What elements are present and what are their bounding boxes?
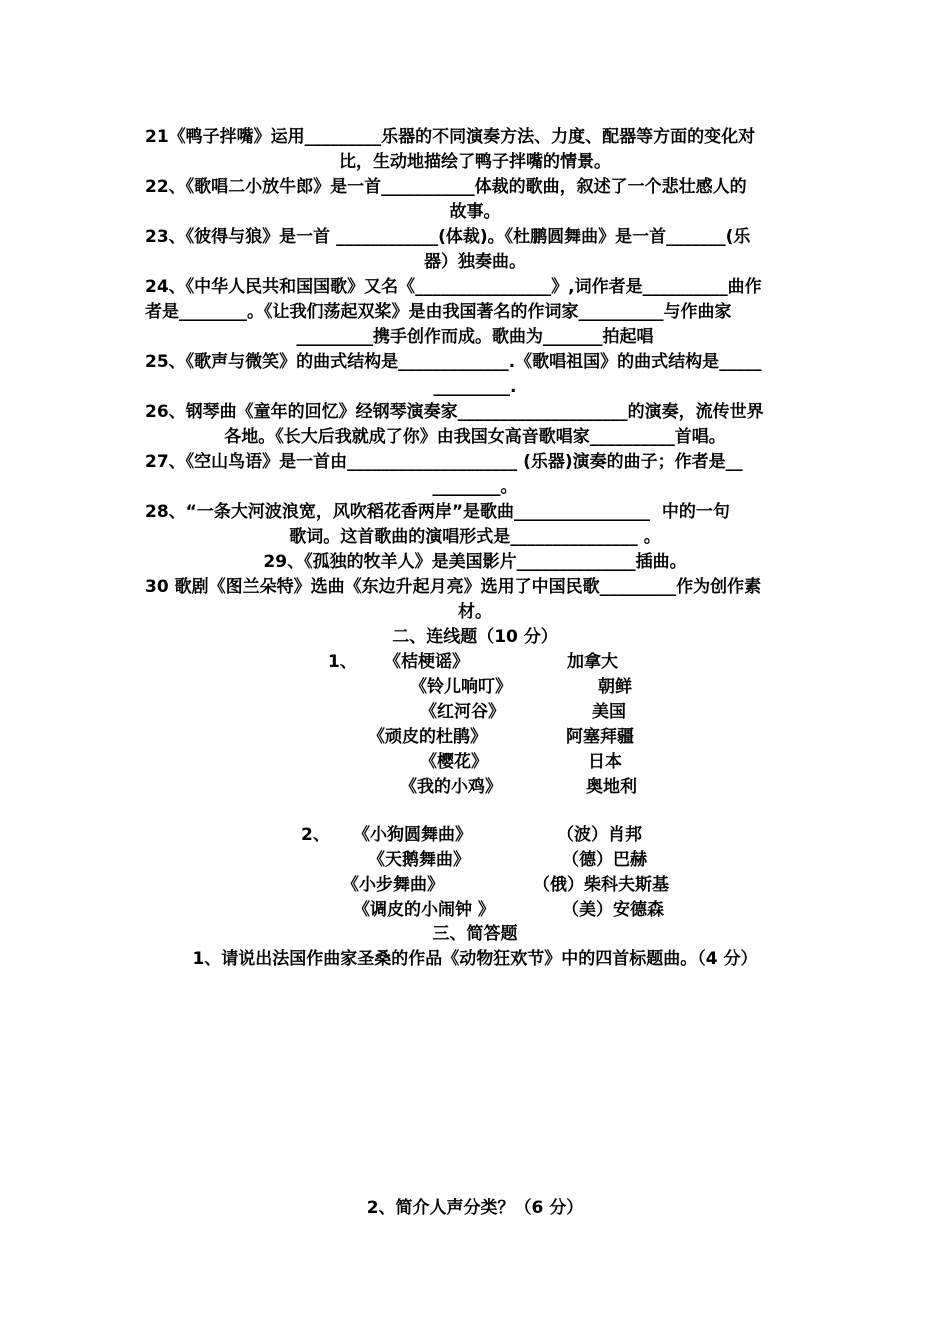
matching-right-item[interactable]: （波）肖邦 xyxy=(557,825,642,845)
question-27-line2: ________。 xyxy=(432,477,518,497)
matching-left-item[interactable]: 《桔梗谣》 xyxy=(384,652,469,672)
question-30-line1: 30 歌剧《图兰朵特》选曲《东边升起月亮》选用了中国民歌_________作为创作素 xyxy=(145,577,762,597)
question-22-line2: 故事。 xyxy=(449,202,501,222)
short-answer-question-1: 1、请说出法国作曲家圣桑的作品《动物狂欢节》中的四首标题曲。（4 分） xyxy=(192,949,758,969)
question-25-line2: _________. xyxy=(433,377,517,397)
short-answer-question-2: 2、简介人声分类？（6 分） xyxy=(366,1198,584,1218)
question-22-line1: 22、《歌唱二小放牛郎》是一首___________体裁的歌曲，叙述了一个悲壮感人的 xyxy=(145,177,747,197)
matching-right-item[interactable]: 朝鲜 xyxy=(598,677,632,697)
matching-left-item[interactable]: 《调皮的小闹钟 》 xyxy=(353,900,495,920)
matching-right-item[interactable]: 日本 xyxy=(588,752,622,772)
question-28-line2: 歌词。这首歌曲的演唱形式是_______________ 。 xyxy=(289,527,661,547)
question-25-line1: 25、《歌声与微笑》的曲式结构是_____________.《歌唱祖国》的曲式结构是_____ xyxy=(145,352,762,372)
question-29-line1: 29、《孤独的牧羊人》是美国影片______________插曲。 xyxy=(263,552,687,572)
matching-right-item[interactable]: 美国 xyxy=(592,702,626,722)
question-23-line1: 23、《彼得与狼》是一首 ____________(体裁)。《杜鹏圆舞曲》是一首_______(乐 xyxy=(145,227,751,247)
matching-right-item[interactable]: 奥地利 xyxy=(586,777,637,797)
question-24-line3: _________携手创作而成。歌曲为_______拍起唱 xyxy=(296,327,654,347)
section-2-title: 二、连线题（10 分） xyxy=(392,627,558,647)
matching-left-item[interactable]: 《铃儿响叮》 xyxy=(410,677,512,697)
matching-left-item[interactable]: 《我的小鸡》 xyxy=(400,777,502,797)
question-24-line2: 者是________。《让我们荡起双桨》是由我国著名的作词家__________与作曲家 xyxy=(145,302,732,322)
question-24-line1: 24、《中华人民共和国国歌》又名《________________》,词作者是__________曲作 xyxy=(145,277,762,297)
section-3-title: 三、简答题 xyxy=(432,924,518,944)
matching-right-item[interactable]: （俄）柴科夫斯基 xyxy=(533,875,669,895)
matching-right-item[interactable]: 加拿大 xyxy=(567,652,618,672)
matching-left-item[interactable]: 《天鹅舞曲》 xyxy=(368,850,470,870)
question-30-line2: 材。 xyxy=(458,602,492,622)
matching-group-1-number: 1、 xyxy=(328,652,357,672)
question-26-line2: 各地。《长大后我就成了你》由我国女高音歌唱家__________首唱。 xyxy=(224,427,726,447)
question-28-line1: 28、“一条大河波浪宽，风吹稻花香两岸”是歌曲________________ 中的一句 xyxy=(145,502,730,522)
matching-left-item[interactable]: 《红河谷》 xyxy=(420,702,505,722)
matching-group-2-number: 2、 xyxy=(301,825,330,845)
question-26-line1: 26、钢琴曲《童年的回忆》经钢琴演奏家____________________的演奏，流传世界 xyxy=(145,402,764,422)
question-23-line2: 器）独奏曲。 xyxy=(424,252,526,272)
matching-left-item[interactable]: 《顽皮的杜鹃》 xyxy=(368,727,487,747)
question-27-line1: 27、《空山鸟语》是一首由____________________ (乐器)演奏的曲子；作者是__ xyxy=(145,452,743,472)
matching-left-item[interactable]: 《小狗圆舞曲》 xyxy=(353,825,472,845)
question-21-line1: 21《鸭子拌嘴》运用_________乐器的不同演奏方法、力度、配器等方面的变化对 xyxy=(145,127,756,147)
matching-left-item[interactable]: 《樱花》 xyxy=(420,752,488,772)
matching-right-item[interactable]: 阿塞拜疆 xyxy=(566,727,634,747)
matching-right-item[interactable]: （美）安德森 xyxy=(562,900,664,920)
matching-left-item[interactable]: 《小步舞曲》 xyxy=(342,875,444,895)
matching-right-item[interactable]: （德）巴赫 xyxy=(562,850,647,870)
question-21-line2: 比，生动地描绘了鸭子拌嘴的情景。 xyxy=(339,152,611,172)
